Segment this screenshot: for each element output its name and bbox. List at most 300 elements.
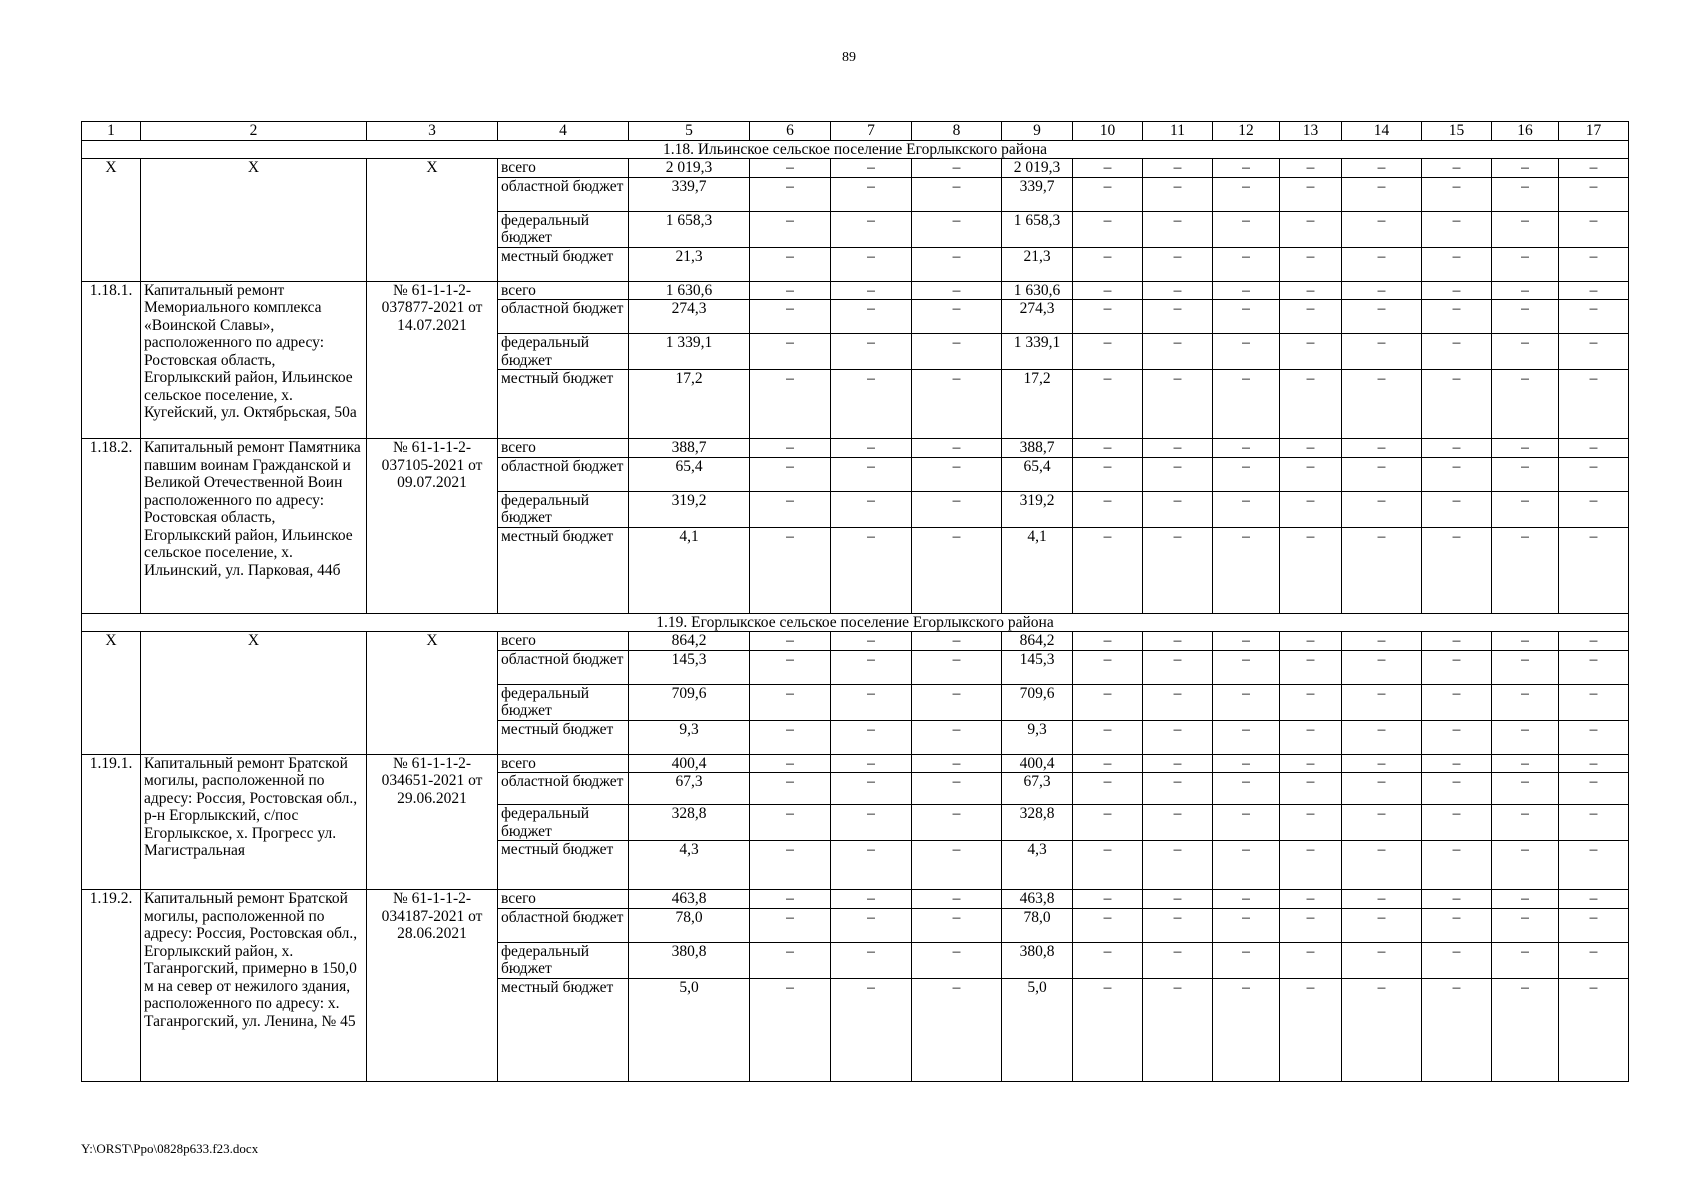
- empty-dash-cell: –: [1559, 370, 1629, 439]
- empty-dash-cell: –: [1073, 650, 1143, 684]
- empty-dash-cell: –: [1492, 754, 1559, 773]
- funding-source-label: всего: [498, 281, 629, 300]
- column-number: 14: [1342, 122, 1422, 141]
- empty-dash-cell: –: [831, 439, 912, 458]
- empty-dash-cell: –: [1559, 211, 1629, 247]
- empty-dash-cell: –: [1143, 247, 1213, 281]
- empty-dash-cell: –: [1422, 720, 1492, 754]
- empty-dash-cell: –: [1492, 720, 1559, 754]
- amount-cell: 78,0: [1002, 908, 1073, 942]
- empty-dash-cell: –: [1143, 211, 1213, 247]
- empty-dash-cell: –: [750, 805, 831, 841]
- empty-dash-cell: –: [1559, 684, 1629, 720]
- empty-dash-cell: –: [1143, 370, 1213, 439]
- empty-dash-cell: –: [912, 439, 1002, 458]
- empty-dash-cell: –: [1213, 684, 1280, 720]
- empty-dash-cell: –: [1492, 491, 1559, 527]
- empty-dash-cell: –: [912, 754, 1002, 773]
- empty-dash-cell: –: [1073, 300, 1143, 334]
- empty-dash-cell: –: [912, 684, 1002, 720]
- amount-cell: 864,2: [1002, 632, 1073, 651]
- empty-dash-cell: –: [1280, 942, 1342, 978]
- funding-source-label: федеральный бюджет: [498, 805, 629, 841]
- empty-dash-cell: –: [1342, 457, 1422, 491]
- amount-cell: 17,2: [629, 370, 750, 439]
- table-row: [82, 159, 1629, 178]
- empty-dash-cell: –: [1143, 841, 1213, 890]
- amount-cell: 5,0: [629, 978, 750, 1081]
- funding-source-label: местный бюджет: [498, 527, 629, 613]
- empty-dash-cell: –: [1342, 805, 1422, 841]
- empty-dash-cell: –: [1559, 773, 1629, 805]
- empty-dash-cell: –: [1143, 159, 1213, 178]
- empty-dash-cell: –: [1143, 773, 1213, 805]
- empty-dash-cell: –: [750, 159, 831, 178]
- empty-dash-cell: –: [1559, 841, 1629, 890]
- amount-cell: 4,1: [629, 527, 750, 613]
- empty-dash-cell: –: [831, 942, 912, 978]
- empty-dash-cell: –: [1280, 247, 1342, 281]
- summary-x-marker: Х: [141, 159, 367, 282]
- empty-dash-cell: –: [912, 942, 1002, 978]
- empty-dash-cell: –: [1422, 281, 1492, 300]
- empty-dash-cell: –: [1213, 754, 1280, 773]
- empty-dash-cell: –: [1422, 370, 1492, 439]
- item-description: Капитальный ремонт Памятника павшим воинам Гражданской и Великой Отечественной Воин расположенного по адресу: Ростовская область, Егорлыкский район, Ильинское сельское поселение, х. Ильинский, ул. Парковая, 44б: [141, 439, 367, 614]
- empty-dash-cell: –: [1492, 457, 1559, 491]
- empty-dash-cell: –: [1213, 650, 1280, 684]
- amount-cell: 1 630,6: [1002, 281, 1073, 300]
- empty-dash-cell: –: [1143, 805, 1213, 841]
- empty-dash-cell: –: [1559, 300, 1629, 334]
- amount-cell: 709,6: [1002, 684, 1073, 720]
- empty-dash-cell: –: [831, 890, 912, 909]
- empty-dash-cell: –: [1280, 720, 1342, 754]
- empty-dash-cell: –: [1492, 632, 1559, 651]
- empty-dash-cell: –: [831, 684, 912, 720]
- funding-source-label: местный бюджет: [498, 247, 629, 281]
- empty-dash-cell: –: [1422, 650, 1492, 684]
- amount-cell: 463,8: [1002, 890, 1073, 909]
- empty-dash-cell: –: [1559, 754, 1629, 773]
- empty-dash-cell: –: [1422, 841, 1492, 890]
- section-header-row: [82, 613, 1629, 632]
- item-description: Капитальный ремонт Мемориального комплекса «Воинской Славы», расположенного по адресу: Ростовская область, Егорлыкский район, Ильинское сельское поселение, х. Кугейский, ул. Октябрьская, 50а: [141, 281, 367, 439]
- empty-dash-cell: –: [1280, 754, 1342, 773]
- amount-cell: 388,7: [1002, 439, 1073, 458]
- empty-dash-cell: –: [1213, 247, 1280, 281]
- empty-dash-cell: –: [831, 527, 912, 613]
- empty-dash-cell: –: [750, 281, 831, 300]
- amount-cell: 65,4: [629, 457, 750, 491]
- item-description: Капитальный ремонт Братской могилы, расположенной по адресу: Россия, Ростовская обл., р-н Егорлыкский, с/пос Егорлыкское, х. Прогресс ул. Магистральная: [141, 754, 367, 890]
- empty-dash-cell: –: [1422, 177, 1492, 211]
- column-number: 11: [1143, 122, 1213, 141]
- column-number: 5: [629, 122, 750, 141]
- table-row: [82, 632, 1629, 651]
- empty-dash-cell: –: [1213, 159, 1280, 178]
- empty-dash-cell: –: [831, 211, 912, 247]
- empty-dash-cell: –: [1492, 177, 1559, 211]
- empty-dash-cell: –: [1492, 805, 1559, 841]
- empty-dash-cell: –: [1342, 247, 1422, 281]
- funding-source-label: федеральный бюджет: [498, 211, 629, 247]
- amount-cell: 380,8: [629, 942, 750, 978]
- empty-dash-cell: –: [831, 281, 912, 300]
- empty-dash-cell: –: [1342, 177, 1422, 211]
- empty-dash-cell: –: [1492, 211, 1559, 247]
- amount-cell: 864,2: [629, 632, 750, 651]
- empty-dash-cell: –: [1143, 457, 1213, 491]
- empty-dash-cell: –: [1073, 805, 1143, 841]
- column-number: 1: [82, 122, 141, 141]
- empty-dash-cell: –: [1073, 684, 1143, 720]
- empty-dash-cell: –: [1213, 942, 1280, 978]
- column-number: 2: [141, 122, 367, 141]
- empty-dash-cell: –: [1143, 684, 1213, 720]
- empty-dash-cell: –: [1342, 370, 1422, 439]
- amount-cell: 319,2: [629, 491, 750, 527]
- empty-dash-cell: –: [1559, 805, 1629, 841]
- empty-dash-cell: –: [831, 650, 912, 684]
- empty-dash-cell: –: [912, 650, 1002, 684]
- empty-dash-cell: –: [831, 754, 912, 773]
- empty-dash-cell: –: [1073, 527, 1143, 613]
- funding-source-label: федеральный бюджет: [498, 684, 629, 720]
- empty-dash-cell: –: [750, 370, 831, 439]
- column-number-row: [82, 122, 1629, 141]
- empty-dash-cell: –: [1143, 439, 1213, 458]
- empty-dash-cell: –: [912, 720, 1002, 754]
- empty-dash-cell: –: [1342, 978, 1422, 1081]
- empty-dash-cell: –: [1280, 177, 1342, 211]
- budget-table: [81, 121, 1629, 1082]
- empty-dash-cell: –: [831, 908, 912, 942]
- amount-cell: 145,3: [629, 650, 750, 684]
- empty-dash-cell: –: [1073, 247, 1143, 281]
- empty-dash-cell: –: [1422, 684, 1492, 720]
- empty-dash-cell: –: [1342, 281, 1422, 300]
- empty-dash-cell: –: [1213, 527, 1280, 613]
- empty-dash-cell: –: [1492, 247, 1559, 281]
- amount-cell: 1 339,1: [629, 334, 750, 370]
- empty-dash-cell: –: [1073, 334, 1143, 370]
- amount-cell: 339,7: [629, 177, 750, 211]
- empty-dash-cell: –: [1422, 159, 1492, 178]
- empty-dash-cell: –: [750, 908, 831, 942]
- summary-x-marker: Х: [141, 632, 367, 755]
- funding-source-label: всего: [498, 159, 629, 178]
- empty-dash-cell: –: [1280, 805, 1342, 841]
- item-number: 1.18.1.: [82, 281, 141, 439]
- empty-dash-cell: –: [1280, 684, 1342, 720]
- empty-dash-cell: –: [1073, 491, 1143, 527]
- empty-dash-cell: –: [1559, 650, 1629, 684]
- funding-source-label: областной бюджет: [498, 650, 629, 684]
- empty-dash-cell: –: [1422, 908, 1492, 942]
- empty-dash-cell: –: [1559, 978, 1629, 1081]
- empty-dash-cell: –: [1342, 942, 1422, 978]
- empty-dash-cell: –: [1422, 334, 1492, 370]
- empty-dash-cell: –: [1492, 978, 1559, 1081]
- empty-dash-cell: –: [1280, 890, 1342, 909]
- item-document-ref: № 61-1-1-2-034651-2021 от 29.06.2021: [367, 754, 498, 890]
- empty-dash-cell: –: [750, 773, 831, 805]
- table-row: [82, 754, 1629, 773]
- empty-dash-cell: –: [1280, 632, 1342, 651]
- funding-source-label: федеральный бюджет: [498, 942, 629, 978]
- amount-cell: 1 630,6: [629, 281, 750, 300]
- empty-dash-cell: –: [750, 890, 831, 909]
- empty-dash-cell: –: [1492, 890, 1559, 909]
- item-number: 1.19.2.: [82, 890, 141, 1082]
- empty-dash-cell: –: [912, 457, 1002, 491]
- column-number: 6: [750, 122, 831, 141]
- empty-dash-cell: –: [1559, 632, 1629, 651]
- empty-dash-cell: –: [1559, 890, 1629, 909]
- empty-dash-cell: –: [1213, 334, 1280, 370]
- amount-cell: 388,7: [629, 439, 750, 458]
- empty-dash-cell: –: [1213, 890, 1280, 909]
- empty-dash-cell: –: [1422, 773, 1492, 805]
- empty-dash-cell: –: [1492, 908, 1559, 942]
- empty-dash-cell: –: [1213, 978, 1280, 1081]
- amount-cell: 4,1: [1002, 527, 1073, 613]
- amount-cell: 67,3: [629, 773, 750, 805]
- amount-cell: 2 019,3: [629, 159, 750, 178]
- empty-dash-cell: –: [1073, 632, 1143, 651]
- empty-dash-cell: –: [1342, 890, 1422, 909]
- empty-dash-cell: –: [1422, 890, 1492, 909]
- empty-dash-cell: –: [1073, 841, 1143, 890]
- empty-dash-cell: –: [1073, 754, 1143, 773]
- empty-dash-cell: –: [750, 720, 831, 754]
- empty-dash-cell: –: [750, 211, 831, 247]
- empty-dash-cell: –: [750, 334, 831, 370]
- empty-dash-cell: –: [1073, 942, 1143, 978]
- empty-dash-cell: –: [1213, 491, 1280, 527]
- column-number: 15: [1422, 122, 1492, 141]
- empty-dash-cell: –: [912, 841, 1002, 890]
- empty-dash-cell: –: [1422, 491, 1492, 527]
- empty-dash-cell: –: [750, 439, 831, 458]
- item-document-ref: № 61-1-1-2-037105-2021 от 09.07.2021: [367, 439, 498, 614]
- empty-dash-cell: –: [1213, 805, 1280, 841]
- empty-dash-cell: –: [1143, 632, 1213, 651]
- empty-dash-cell: –: [1143, 177, 1213, 211]
- empty-dash-cell: –: [912, 334, 1002, 370]
- funding-source-label: областной бюджет: [498, 177, 629, 211]
- empty-dash-cell: –: [1342, 908, 1422, 942]
- funding-source-label: местный бюджет: [498, 841, 629, 890]
- amount-cell: 1 658,3: [1002, 211, 1073, 247]
- amount-cell: 2 019,3: [1002, 159, 1073, 178]
- funding-source-label: всего: [498, 754, 629, 773]
- funding-source-label: федеральный бюджет: [498, 334, 629, 370]
- empty-dash-cell: –: [1492, 439, 1559, 458]
- empty-dash-cell: –: [1559, 942, 1629, 978]
- empty-dash-cell: –: [1073, 281, 1143, 300]
- amount-cell: 9,3: [629, 720, 750, 754]
- empty-dash-cell: –: [1073, 773, 1143, 805]
- column-number: 9: [1002, 122, 1073, 141]
- empty-dash-cell: –: [1492, 159, 1559, 178]
- empty-dash-cell: –: [1280, 439, 1342, 458]
- funding-source-label: всего: [498, 632, 629, 651]
- column-number: 17: [1559, 122, 1629, 141]
- column-number: 7: [831, 122, 912, 141]
- column-number: 4: [498, 122, 629, 141]
- empty-dash-cell: –: [1492, 841, 1559, 890]
- empty-dash-cell: –: [1073, 439, 1143, 458]
- amount-cell: 328,8: [1002, 805, 1073, 841]
- summary-x-marker: Х: [367, 159, 498, 282]
- empty-dash-cell: –: [1559, 457, 1629, 491]
- empty-dash-cell: –: [1492, 684, 1559, 720]
- item-number: 1.18.2.: [82, 439, 141, 614]
- empty-dash-cell: –: [831, 300, 912, 334]
- empty-dash-cell: –: [1213, 281, 1280, 300]
- summary-x-marker: Х: [82, 159, 141, 282]
- section-title: 1.18. Ильинское сельское поселение Егорлыкского района: [82, 140, 1629, 159]
- empty-dash-cell: –: [1280, 281, 1342, 300]
- file-path: Y:\ORST\Ppo\0828p633.f23.docx: [81, 1141, 259, 1156]
- section-header-row: [82, 140, 1629, 159]
- empty-dash-cell: –: [1280, 978, 1342, 1081]
- empty-dash-cell: –: [1422, 211, 1492, 247]
- empty-dash-cell: –: [831, 805, 912, 841]
- empty-dash-cell: –: [1143, 942, 1213, 978]
- empty-dash-cell: –: [1422, 439, 1492, 458]
- item-document-ref: № 61-1-1-2-034187-2021 от 28.06.2021: [367, 890, 498, 1082]
- amount-cell: 4,3: [1002, 841, 1073, 890]
- amount-cell: 328,8: [629, 805, 750, 841]
- empty-dash-cell: –: [750, 300, 831, 334]
- empty-dash-cell: –: [1280, 773, 1342, 805]
- empty-dash-cell: –: [912, 491, 1002, 527]
- funding-source-label: местный бюджет: [498, 978, 629, 1081]
- empty-dash-cell: –: [750, 841, 831, 890]
- empty-dash-cell: –: [831, 491, 912, 527]
- amount-cell: 319,2: [1002, 491, 1073, 527]
- empty-dash-cell: –: [1213, 211, 1280, 247]
- empty-dash-cell: –: [1342, 211, 1422, 247]
- empty-dash-cell: –: [1422, 754, 1492, 773]
- empty-dash-cell: –: [1280, 457, 1342, 491]
- empty-dash-cell: –: [750, 650, 831, 684]
- empty-dash-cell: –: [1143, 491, 1213, 527]
- empty-dash-cell: –: [912, 773, 1002, 805]
- empty-dash-cell: –: [831, 334, 912, 370]
- page-number: 89: [842, 50, 856, 65]
- empty-dash-cell: –: [1492, 300, 1559, 334]
- item-number: 1.19.1.: [82, 754, 141, 890]
- section-title: 1.19. Егорлыкское сельское поселение Егорлыкского района: [82, 613, 1629, 632]
- empty-dash-cell: –: [1213, 908, 1280, 942]
- amount-cell: 65,4: [1002, 457, 1073, 491]
- empty-dash-cell: –: [1559, 439, 1629, 458]
- empty-dash-cell: –: [1559, 908, 1629, 942]
- amount-cell: 5,0: [1002, 978, 1073, 1081]
- empty-dash-cell: –: [912, 300, 1002, 334]
- empty-dash-cell: –: [912, 281, 1002, 300]
- amount-cell: 274,3: [1002, 300, 1073, 334]
- empty-dash-cell: –: [1280, 650, 1342, 684]
- empty-dash-cell: –: [1280, 841, 1342, 890]
- empty-dash-cell: –: [1280, 527, 1342, 613]
- empty-dash-cell: –: [1559, 177, 1629, 211]
- empty-dash-cell: –: [1492, 650, 1559, 684]
- empty-dash-cell: –: [1342, 439, 1422, 458]
- empty-dash-cell: –: [831, 773, 912, 805]
- item-document-ref: № 61-1-1-2-037877-2021 от 14.07.2021: [367, 281, 498, 439]
- summary-x-marker: Х: [82, 632, 141, 755]
- empty-dash-cell: –: [1213, 439, 1280, 458]
- funding-source-label: всего: [498, 439, 629, 458]
- empty-dash-cell: –: [750, 457, 831, 491]
- empty-dash-cell: –: [1073, 908, 1143, 942]
- amount-cell: 274,3: [629, 300, 750, 334]
- empty-dash-cell: –: [1213, 177, 1280, 211]
- amount-cell: 17,2: [1002, 370, 1073, 439]
- empty-dash-cell: –: [1342, 754, 1422, 773]
- empty-dash-cell: –: [1422, 527, 1492, 613]
- empty-dash-cell: –: [1143, 300, 1213, 334]
- empty-dash-cell: –: [1073, 457, 1143, 491]
- empty-dash-cell: –: [1342, 159, 1422, 178]
- funding-source-label: областной бюджет: [498, 300, 629, 334]
- amount-cell: 21,3: [1002, 247, 1073, 281]
- empty-dash-cell: –: [1559, 720, 1629, 754]
- amount-cell: 400,4: [629, 754, 750, 773]
- empty-dash-cell: –: [1073, 370, 1143, 439]
- empty-dash-cell: –: [1492, 281, 1559, 300]
- funding-source-label: областной бюджет: [498, 908, 629, 942]
- empty-dash-cell: –: [750, 177, 831, 211]
- empty-dash-cell: –: [1143, 527, 1213, 613]
- empty-dash-cell: –: [750, 978, 831, 1081]
- amount-cell: 1 339,1: [1002, 334, 1073, 370]
- empty-dash-cell: –: [1280, 491, 1342, 527]
- table-row: [82, 439, 1629, 458]
- empty-dash-cell: –: [1559, 247, 1629, 281]
- item-description: Капитальный ремонт Братской могилы, расположенной по адресу: Россия, Ростовская обл., Егорлыкский район, х. Таганрогский, примерно в 150,0 м на север от нежилого здания, расположенного по адресу: х. Таганрогский, ул. Ленина, № 45: [141, 890, 367, 1082]
- empty-dash-cell: –: [1422, 805, 1492, 841]
- empty-dash-cell: –: [1422, 978, 1492, 1081]
- amount-cell: 1 658,3: [629, 211, 750, 247]
- column-number: 10: [1073, 122, 1143, 141]
- empty-dash-cell: –: [1492, 773, 1559, 805]
- amount-cell: 709,6: [629, 684, 750, 720]
- empty-dash-cell: –: [912, 978, 1002, 1081]
- empty-dash-cell: –: [750, 754, 831, 773]
- funding-source-label: местный бюджет: [498, 370, 629, 439]
- empty-dash-cell: –: [1280, 300, 1342, 334]
- empty-dash-cell: –: [1559, 281, 1629, 300]
- column-number: 16: [1492, 122, 1559, 141]
- amount-cell: 78,0: [629, 908, 750, 942]
- empty-dash-cell: –: [1342, 773, 1422, 805]
- empty-dash-cell: –: [912, 370, 1002, 439]
- amount-cell: 67,3: [1002, 773, 1073, 805]
- empty-dash-cell: –: [1342, 684, 1422, 720]
- empty-dash-cell: –: [1213, 300, 1280, 334]
- empty-dash-cell: –: [831, 457, 912, 491]
- empty-dash-cell: –: [1073, 211, 1143, 247]
- empty-dash-cell: –: [1342, 527, 1422, 613]
- empty-dash-cell: –: [1342, 632, 1422, 651]
- empty-dash-cell: –: [831, 159, 912, 178]
